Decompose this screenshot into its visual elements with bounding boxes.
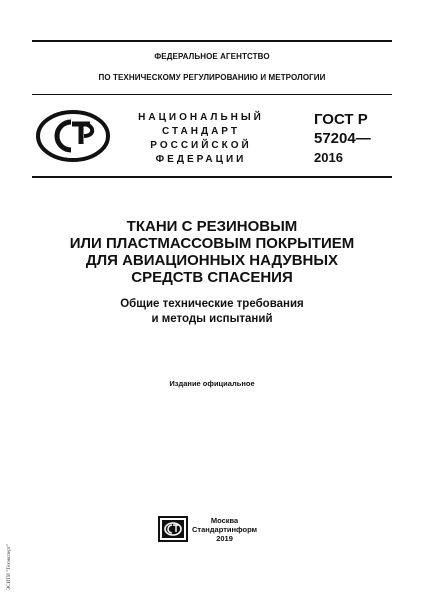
standard-type-1: НАЦИОНАЛЬНЫЙ (138, 112, 264, 123)
side-note-text: ЭСИТИ "Техэксперт" (7, 544, 12, 590)
publisher-block (192, 516, 257, 543)
subtitle-line-2: и методы испытаний (151, 313, 273, 325)
publisher-year: 2019 (216, 534, 233, 543)
title-line-3: ДЛЯ АВИАЦИОННЫХ НАДУВНЫХ (85, 252, 339, 269)
standard-designation (314, 110, 371, 167)
designation-line-3: 2016 (314, 150, 343, 165)
publisher-city: Москва (210, 516, 239, 525)
title-line-4: СРЕДСТВ СПАСЕНИЯ (131, 269, 293, 286)
publisher-name: Стандартинформ (192, 525, 258, 534)
gost-r-logo-icon (36, 110, 110, 162)
designation-line-1: ГОСТ Р (314, 111, 368, 128)
standard-type-2: СТАНДАРТ (162, 126, 240, 137)
standard-type-4: ФЕДЕРАЦИИ (155, 154, 247, 165)
header-bottom-rule (32, 176, 392, 178)
agency-line-2: ПО ТЕХНИЧЕСКОМУ РЕГУЛИРОВАНИЮ И МЕТРОЛОГИИ (98, 73, 326, 82)
title-line-1: ТКАНИ С РЕЗИНОВЫМ (126, 218, 298, 235)
edition-label: Издание официальное (169, 379, 255, 388)
standard-type-3: РОССИЙСКОЙ (150, 140, 252, 151)
title-line-2: ИЛИ ПЛАСТМАССОВЫМ ПОКРЫТИЕМ (69, 235, 355, 252)
standartinform-logo-icon (158, 516, 188, 542)
designation-line-2: 57204— (314, 130, 371, 147)
subtitle-line-1: Общие технические требования (120, 298, 304, 310)
agency-rule (32, 94, 392, 95)
side-note (3, 530, 13, 590)
agency-line-1: ФЕДЕРАЛЬНОЕ АГЕНТСТВО (154, 52, 270, 61)
top-rule (32, 40, 392, 42)
